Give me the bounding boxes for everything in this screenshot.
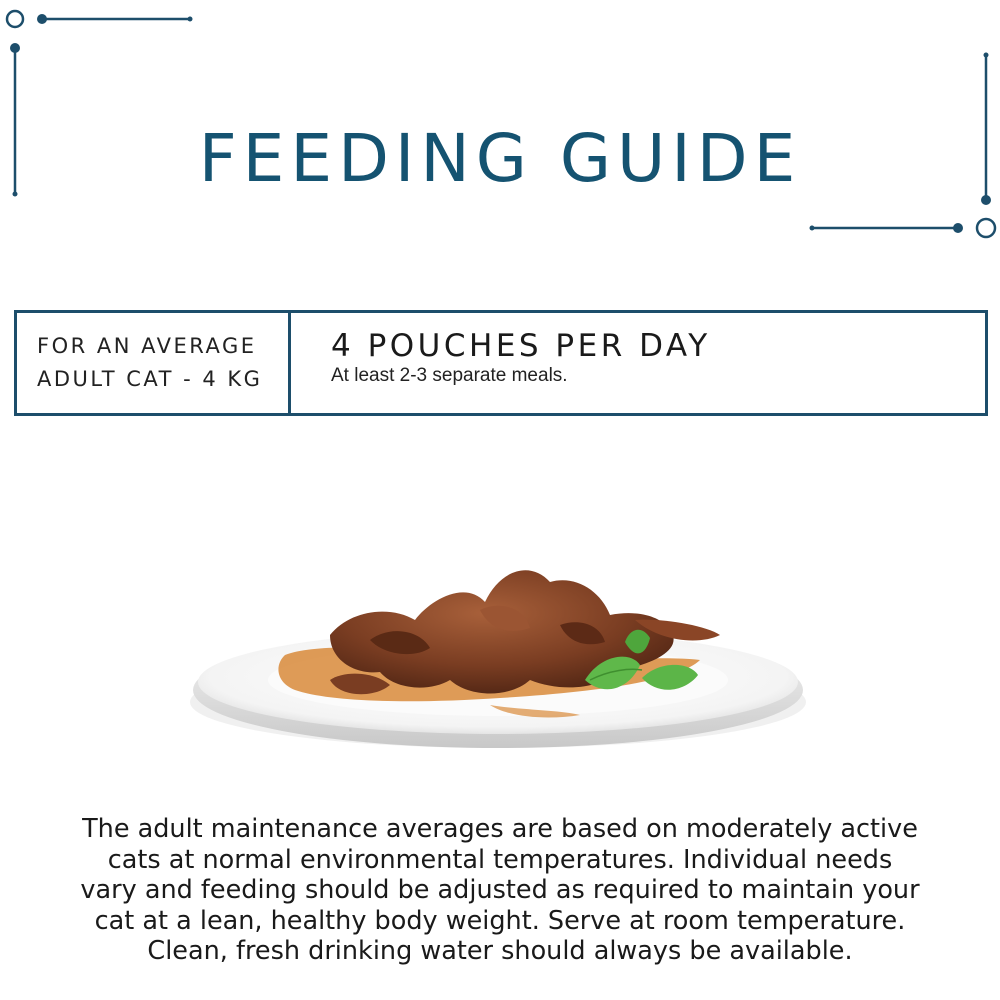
feeding-guide-table [14,310,988,416]
daily-amount: 4 POUCHES PER DAY [331,328,711,364]
feeding-disclaimer: The adult maintenance averages are based on moderately active cats at normal environmental temperatures. Individual needs vary and feeding should be adjusted as required to maintain your cat at a lean, healthy body weight. Serve at room temperature. Clean, fresh drinking water should always be available. [80,814,920,966]
meal-note: At least 2-3 separate meals. [331,365,568,387]
audience-line-2: ADULT CAT - 4 KG [37,367,263,391]
page-title: FEEDING GUIDE [198,120,802,198]
food-plate-image [180,530,820,760]
audience-cell [17,313,291,413]
plate-illustration [180,530,820,760]
amount-cell [291,313,985,413]
audience-line-1: FOR AN AVERAGE [37,334,257,358]
